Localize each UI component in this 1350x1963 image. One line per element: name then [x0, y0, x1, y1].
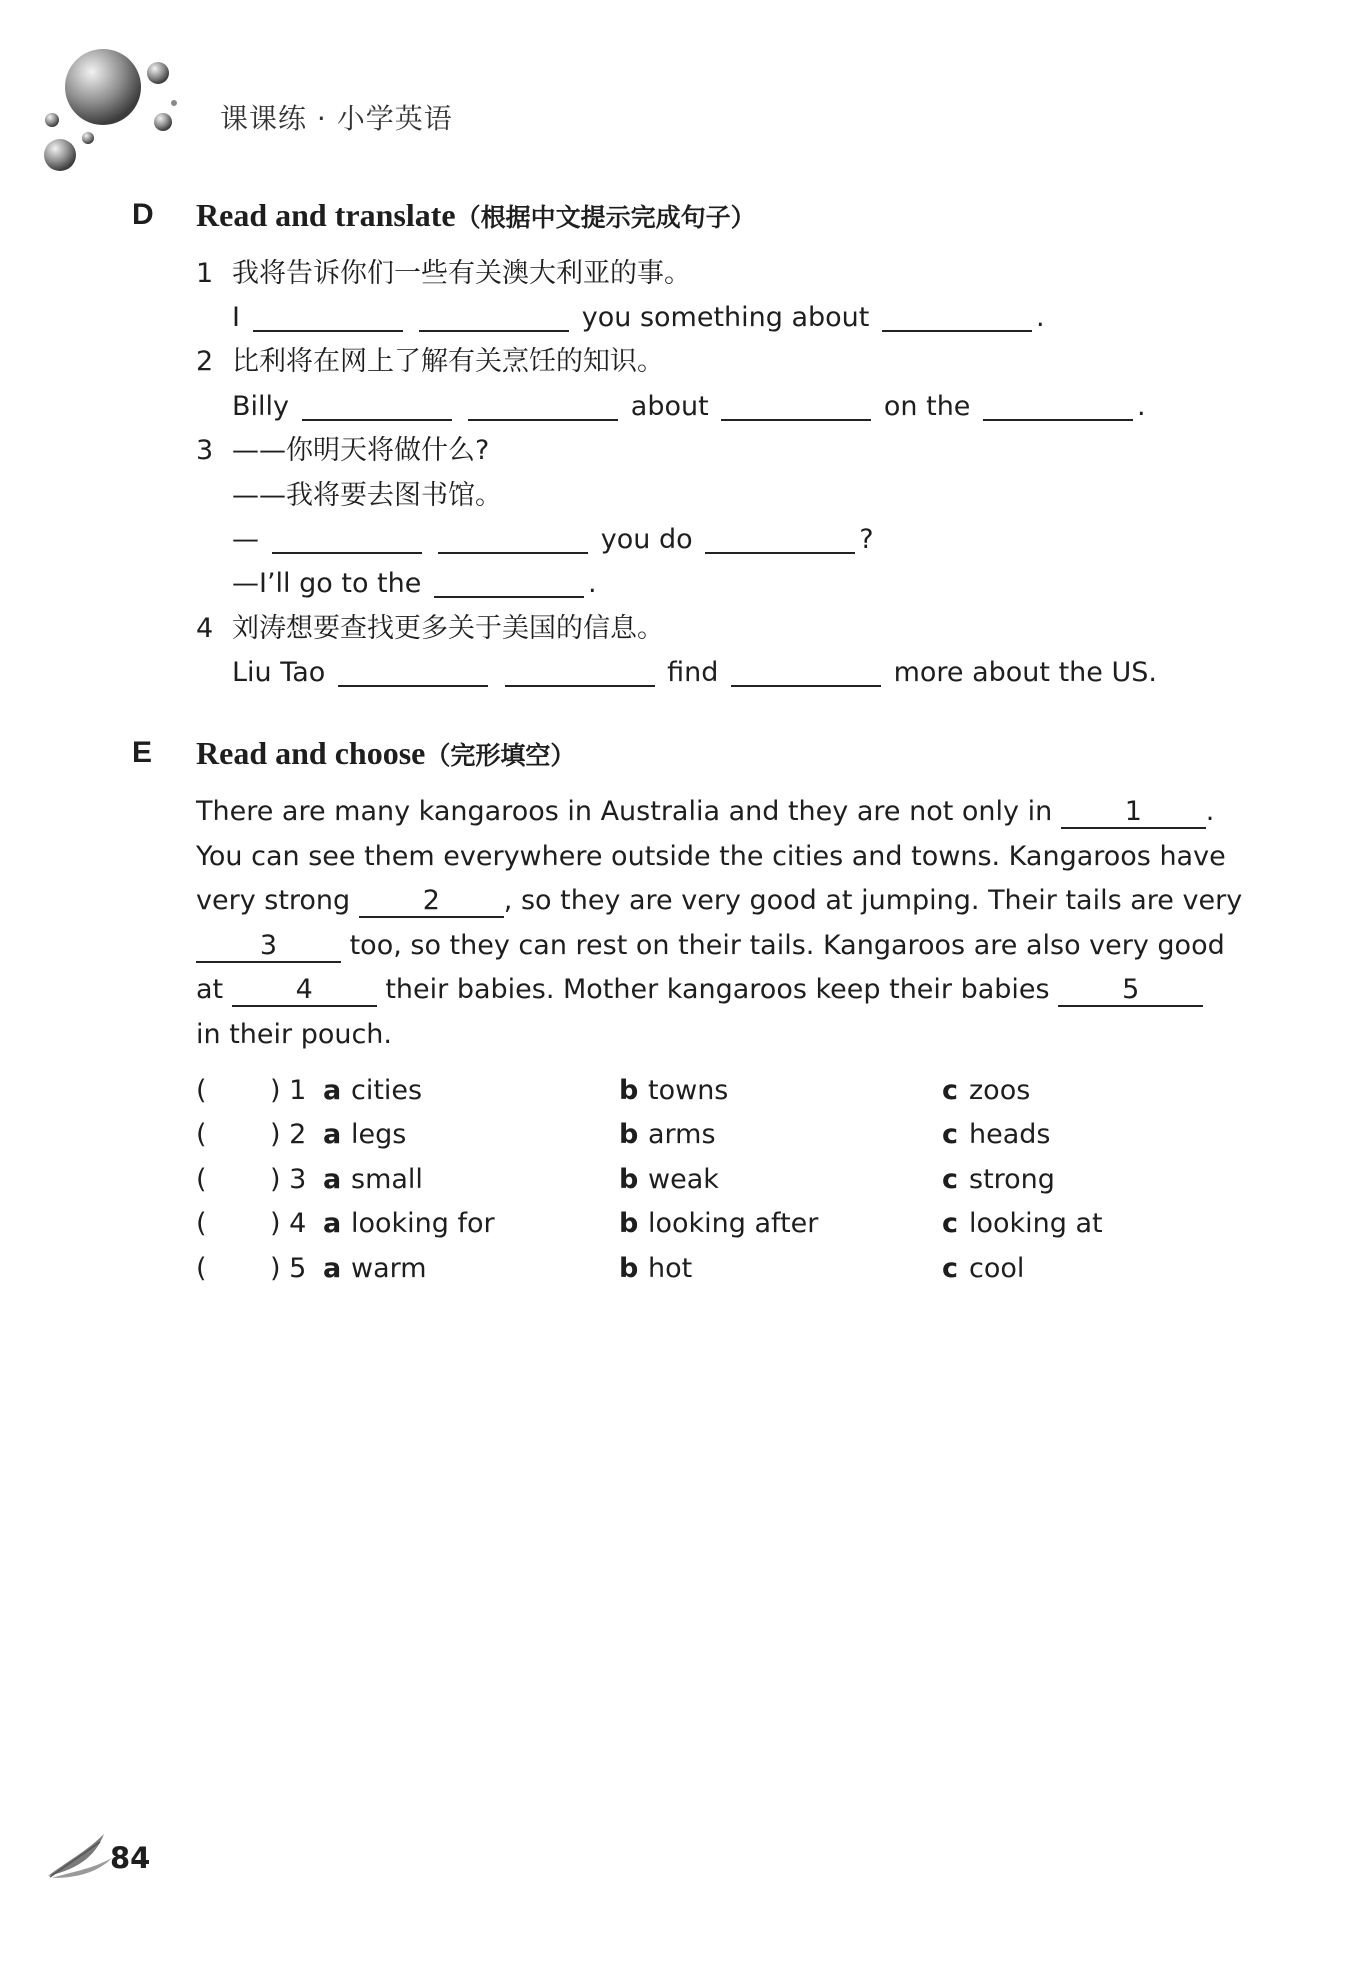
cloze-blank-2[interactable]: 2 [359, 886, 504, 918]
option-letter-b: b [619, 1208, 639, 1239]
option-c[interactable]: heads [969, 1119, 1051, 1150]
option-letter-b: b [619, 1164, 639, 1195]
answer-blank[interactable] [882, 304, 1032, 332]
option-c[interactable]: strong [969, 1164, 1055, 1195]
option-letter-c: c [942, 1164, 959, 1195]
bubbles-logo [38, 45, 188, 175]
cloze-passage [196, 790, 1243, 1057]
answer-paren[interactable]: ( [196, 1075, 207, 1106]
option-a[interactable]: warm [351, 1253, 427, 1284]
passage-line: 3 too, so they can rest on their tails. Kangaroos are also very good [196, 924, 1176, 969]
answer-paren[interactable]: ( [196, 1119, 207, 1150]
d-item-3-cn: 3 ——你明天将做什么? [196, 435, 490, 466]
answer-blank[interactable] [302, 393, 452, 421]
d-item-1-cn: 1 我将告诉你们一些有关澳大利亚的事。 [196, 258, 691, 289]
cloze-blank-4[interactable]: 4 [232, 975, 377, 1007]
option-b[interactable]: towns [648, 1075, 729, 1106]
cloze-blank-5[interactable]: 5 [1058, 975, 1203, 1007]
section-e-title [196, 735, 575, 772]
option-b[interactable]: looking after [648, 1208, 819, 1239]
d-item-4-en: Liu Tao find more about the US. [232, 657, 1157, 688]
section-d-letter: D [132, 198, 154, 231]
section-d-title-en: Read and translate [196, 197, 456, 233]
d-item-4-cn: 4 刘涛想要查找更多关于美国的信息。 [196, 613, 664, 644]
answer-blank[interactable] [272, 526, 422, 554]
cloze-blank-1[interactable]: 1 [1061, 797, 1206, 829]
option-c[interactable]: cool [969, 1253, 1025, 1284]
passage-line: in their pouch. [196, 1018, 393, 1050]
option-a[interactable]: legs [351, 1119, 407, 1150]
answer-blank[interactable] [721, 393, 871, 421]
option-b[interactable]: arms [648, 1119, 716, 1150]
passage-line: at 4 their babies. Mother kangaroos keep their babies 5 [196, 968, 1176, 1013]
passage-line: There are many kangaroos in Australia and they are not only in 1 . [196, 796, 1215, 827]
option-letter-a: a [323, 1164, 342, 1195]
answer-blank[interactable] [253, 304, 403, 332]
answer-blank[interactable] [731, 659, 881, 687]
answer-blank[interactable] [468, 393, 618, 421]
d-item-3-en-answer: —I’ll go to the . [232, 568, 597, 599]
option-b[interactable]: hot [648, 1253, 693, 1284]
question-number: ) 3 [270, 1164, 307, 1195]
option-letter-c: c [942, 1208, 959, 1239]
option-letter-c: c [942, 1075, 959, 1106]
option-b[interactable]: weak [648, 1164, 719, 1195]
option-letter-a: a [323, 1253, 342, 1284]
page-number: 84 [110, 1841, 151, 1875]
section-d-title-cn: （根据中文提示完成句子） [455, 203, 756, 232]
answer-paren[interactable]: ( [196, 1208, 207, 1239]
d-item-3-en-question: — you do ? [232, 524, 874, 555]
option-a[interactable]: small [351, 1164, 423, 1195]
section-e-title-cn: （完形填空） [425, 741, 576, 770]
option-letter-b: b [619, 1119, 639, 1150]
answer-blank[interactable] [434, 570, 584, 598]
question-number: ) 2 [270, 1119, 307, 1150]
book-title: 课课练 · 小学英语 [220, 102, 453, 135]
question-number: ) 4 [270, 1208, 307, 1239]
answer-blank[interactable] [705, 526, 855, 554]
option-letter-b: b [619, 1253, 639, 1284]
d-item-2-cn: 2 比利将在网上了解有关烹饪的知识。 [196, 346, 664, 377]
answer-blank[interactable] [505, 659, 655, 687]
d-item-1-en: I you something about . [232, 302, 1045, 333]
d-item-2-en: Billy about on the . [232, 391, 1146, 422]
option-letter-a: a [323, 1075, 342, 1106]
option-letter-a: a [323, 1208, 342, 1239]
option-letter-a: a [323, 1119, 342, 1150]
option-a[interactable]: cities [351, 1075, 423, 1106]
option-letter-c: c [942, 1119, 959, 1150]
passage-line: very strong 2 , so they are very good at jumping. Their tails are very [196, 885, 1243, 916]
d-item-3-cn-answer: ——我将要去图书馆。 [232, 480, 502, 511]
answer-blank[interactable] [983, 393, 1133, 421]
option-a[interactable]: looking for [351, 1208, 495, 1239]
option-c[interactable]: looking at [969, 1208, 1103, 1239]
answer-paren[interactable]: ( [196, 1253, 207, 1284]
answer-paren[interactable]: ( [196, 1164, 207, 1195]
question-number: ) 1 [270, 1075, 307, 1106]
option-c[interactable]: zoos [969, 1075, 1031, 1106]
option-letter-b: b [619, 1075, 639, 1106]
passage-line: You can see them everywhere outside the cities and towns. Kangaroos have [196, 840, 1226, 872]
answer-blank[interactable] [338, 659, 488, 687]
section-e-letter: E [132, 736, 153, 769]
option-letter-c: c [942, 1253, 959, 1284]
section-e-title-en: Read and choose [196, 735, 426, 771]
answer-blank[interactable] [438, 526, 588, 554]
answer-blank[interactable] [419, 304, 569, 332]
question-number: ) 5 [270, 1253, 307, 1284]
section-d-title [196, 197, 756, 234]
leaf-icon [46, 1832, 116, 1880]
cloze-blank-3[interactable]: 3 [196, 931, 341, 963]
